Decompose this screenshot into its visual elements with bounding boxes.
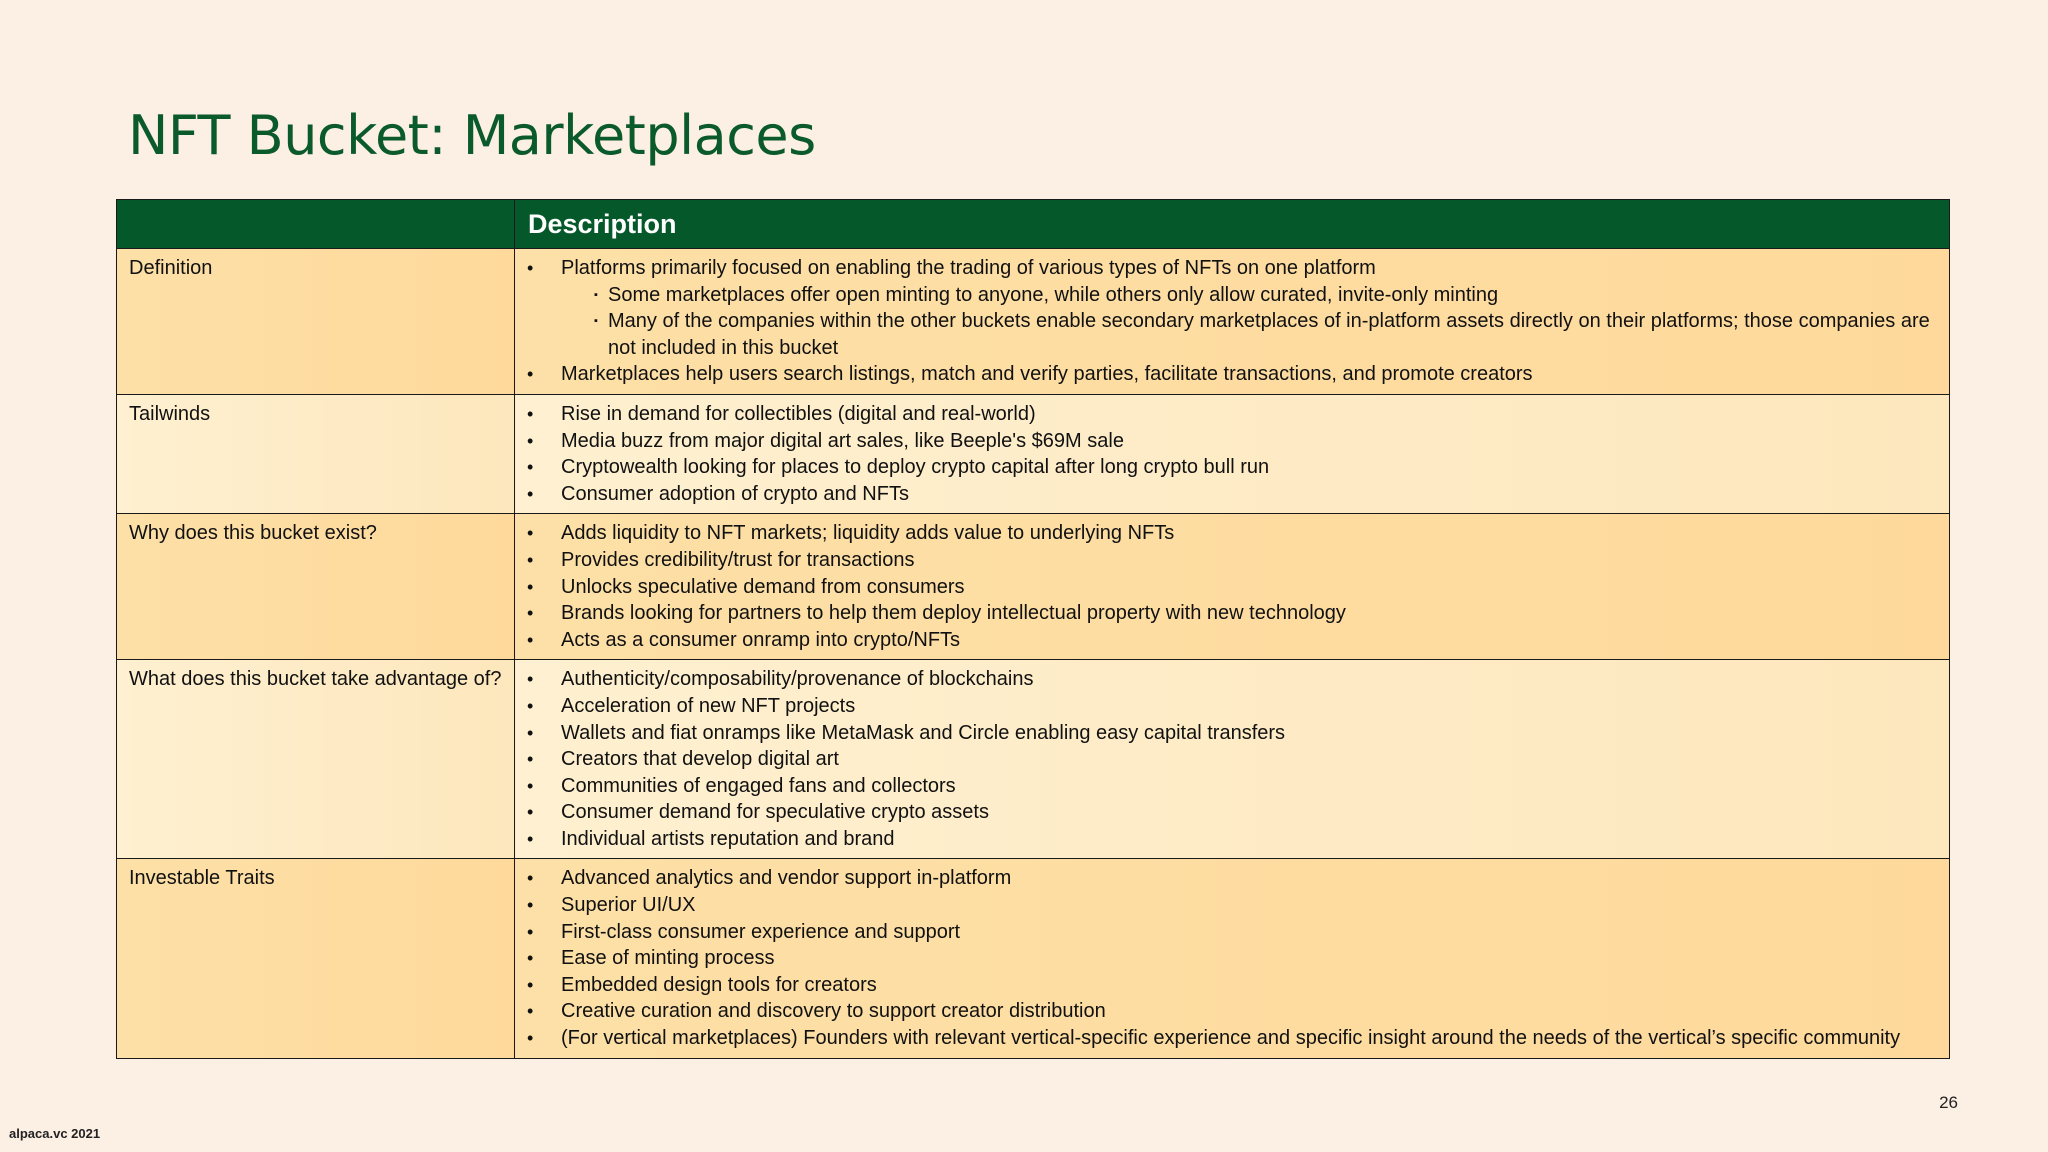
row-description xyxy=(515,660,1950,859)
bullet-item: • Creators that develop digital art xyxy=(527,746,1937,773)
page-number: 26 xyxy=(1939,1093,1958,1112)
footer-brand: alpaca.vc 2021 xyxy=(9,1126,101,1141)
sub-bullet-item: ▪ Many of the companies within the other buckets enable secondary marketplaces of in-platform assets directly on their platforms; those companies are not included in this bucket xyxy=(527,308,1937,361)
sub-bullet-item: ▪ Some marketplaces offer open minting to anyone, while others only allow curated, invite-only minting xyxy=(527,282,1937,309)
bullet-item: • First-class consumer experience and support xyxy=(527,919,1937,946)
bullet-item: • Embedded design tools for creators xyxy=(527,972,1937,999)
bullet-item: • Platforms primarily focused on enabling the trading of various types of NFTs on one platform xyxy=(527,255,1937,282)
row-description xyxy=(515,859,1950,1058)
row-description xyxy=(515,394,1950,513)
bullet-item: • Consumer adoption of crypto and NFTs xyxy=(527,481,1937,508)
row-label: What does this bucket take advantage of? xyxy=(117,660,515,859)
bullet-item: • Advanced analytics and vendor support in-platform xyxy=(527,865,1937,892)
bullet-item: • Creative curation and discovery to support creator distribution xyxy=(527,998,1937,1025)
bullet-list xyxy=(527,666,1937,852)
row-label: Investable Traits xyxy=(117,859,515,1058)
table-row xyxy=(117,660,1950,859)
bullet-item: • Provides credibility/trust for transactions xyxy=(527,547,1937,574)
bullet-item: • Consumer demand for speculative crypto assets xyxy=(527,799,1937,826)
bullet-item: • Acts as a consumer onramp into crypto/NFTs xyxy=(527,627,1937,654)
bullet-item: • Media buzz from major digital art sales, like Beeple's $69M sale xyxy=(527,428,1937,455)
bullet-list xyxy=(527,255,1937,388)
bullet-item: • Acceleration of new NFT projects xyxy=(527,693,1937,720)
bullet-item: • Unlocks speculative demand from consumers xyxy=(527,574,1937,601)
table-row xyxy=(117,859,1950,1058)
bullet-item: • Individual artists reputation and brand xyxy=(527,826,1937,853)
bullet-item: • Authenticity/composability/provenance of blockchains xyxy=(527,666,1937,693)
table-row xyxy=(117,394,1950,513)
row-description xyxy=(515,514,1950,660)
table-row xyxy=(117,249,1950,395)
slide-title: NFT Bucket: Marketplaces xyxy=(128,104,816,167)
bullet-item: • Cryptowealth looking for places to deploy crypto capital after long crypto bull run xyxy=(527,454,1937,481)
bullet-item: • Communities of engaged fans and collectors xyxy=(527,773,1937,800)
bullet-list xyxy=(527,865,1937,1051)
table-header-row xyxy=(117,200,1950,249)
bullet-item: • (For vertical marketplaces) Founders with relevant vertical-specific experience and specific insight around the needs of the vertical’s specific community xyxy=(527,1025,1937,1052)
bullet-item: • Adds liquidity to NFT markets; liquidity adds value to underlying NFTs xyxy=(527,520,1937,547)
header-description-column: Description xyxy=(515,200,1950,249)
bullet-list xyxy=(527,401,1937,507)
row-label: Why does this bucket exist? xyxy=(117,514,515,660)
bullet-item: • Rise in demand for collectibles (digital and real-world) xyxy=(527,401,1937,428)
bullet-item: • Ease of minting process xyxy=(527,945,1937,972)
header-label-column xyxy=(117,200,515,249)
row-description xyxy=(515,249,1950,395)
bucket-table xyxy=(116,199,1950,1059)
bullet-item: • Marketplaces help users search listings, match and verify parties, facilitate transactions, and promote creators xyxy=(527,361,1937,388)
bullet-item: • Wallets and fiat onramps like MetaMask and Circle enabling easy capital transfers xyxy=(527,720,1937,747)
bullet-item: • Brands looking for partners to help them deploy intellectual property with new technology xyxy=(527,600,1937,627)
table-row xyxy=(117,514,1950,660)
row-label: Tailwinds xyxy=(117,394,515,513)
bullet-item: • Superior UI/UX xyxy=(527,892,1937,919)
row-label: Definition xyxy=(117,249,515,395)
bullet-list xyxy=(527,520,1937,653)
